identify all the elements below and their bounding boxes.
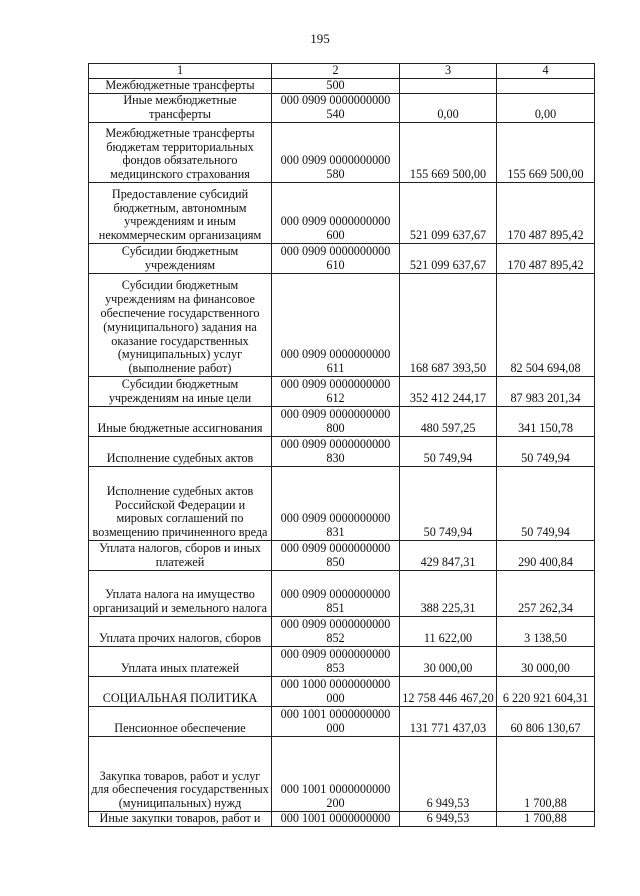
row-value-col4: 3 138,50: [497, 617, 595, 647]
table-row: [89, 94, 595, 123]
row-name: Исполнение судебных актов Российской Федерации и мировых соглашений по возмещению причиненного вреда: [89, 467, 272, 541]
row-value-col3: 168 687 393,50: [400, 274, 497, 377]
column-header-4: 4: [497, 64, 595, 79]
row-value-col4: 6 220 921 604,31: [497, 677, 595, 707]
row-value-col3: 0,00: [400, 94, 497, 123]
row-name: Предоставление субсидий бюджетным, автономным учреждениям и иным некоммерческим организациям: [89, 183, 272, 244]
table-row: [89, 274, 595, 377]
row-code: 000 0909 0000000000 610: [272, 244, 400, 274]
row-code: 500: [272, 79, 400, 94]
row-value-col4: [497, 79, 595, 94]
row-value-col3: 480 597,25: [400, 407, 497, 437]
row-name: Исполнение судебных актов: [89, 437, 272, 467]
row-name: Иные межбюджетные трансферты: [89, 94, 272, 123]
row-value-col4: 1 700,88: [497, 812, 595, 827]
row-value-col4: 290 400,84: [497, 541, 595, 571]
table-row: [89, 467, 595, 541]
table-row: [89, 407, 595, 437]
row-code: 000 0909 0000000000 580: [272, 123, 400, 183]
table-header-row: [89, 64, 595, 79]
row-value-col4: 87 983 201,34: [497, 377, 595, 407]
row-name: Уплата налогов, сборов и иных платежей: [89, 541, 272, 571]
row-value-col3: 6 949,53: [400, 812, 497, 827]
row-name: Закупка товаров, работ и услуг для обеспечения государственных (муниципальных) нужд: [89, 737, 272, 812]
row-name: Субсидии бюджетным учреждениям: [89, 244, 272, 274]
table-row: [89, 79, 595, 94]
row-name: Иные закупки товаров, работ и: [89, 812, 272, 827]
table-row: [89, 377, 595, 407]
page-number: 195: [310, 31, 330, 46]
table-row: [89, 183, 595, 244]
row-code: 000 0909 0000000000 852: [272, 617, 400, 647]
row-value-col3: 50 749,94: [400, 437, 497, 467]
row-value-col3: 131 771 437,03: [400, 707, 497, 737]
row-value-col3: [400, 79, 497, 94]
row-name: Уплата налога на имущество организаций и земельного налога: [89, 571, 272, 617]
row-value-col4: 341 150,78: [497, 407, 595, 437]
row-value-col4: 30 000,00: [497, 647, 595, 677]
row-value-col3: 11 622,00: [400, 617, 497, 647]
row-value-col3: 50 749,94: [400, 467, 497, 541]
row-value-col3: 30 000,00: [400, 647, 497, 677]
row-code: 000 0909 0000000000 851: [272, 571, 400, 617]
column-header-3: 3: [400, 64, 497, 79]
row-value-col3: 521 099 637,67: [400, 183, 497, 244]
budget-table: [88, 63, 595, 827]
row-code: 000 0909 0000000000 850: [272, 541, 400, 571]
row-value-col3: 155 669 500,00: [400, 123, 497, 183]
table-row: [89, 737, 595, 812]
row-value-col4: 257 262,34: [497, 571, 595, 617]
row-name: Межбюджетные трансферты бюджетам территориальных фондов обязательного медицинского страхования: [89, 123, 272, 183]
row-value-col4: 155 669 500,00: [497, 123, 595, 183]
row-name: Пенсионное обеспечение: [89, 707, 272, 737]
row-code: 000 0909 0000000000 853: [272, 647, 400, 677]
row-code: 000 0909 0000000000 540: [272, 94, 400, 123]
row-value-col3: 12 758 446 467,20: [400, 677, 497, 707]
table-row: [89, 707, 595, 737]
row-code: 000 0909 0000000000 600: [272, 183, 400, 244]
table-row: [89, 244, 595, 274]
table-row: [89, 647, 595, 677]
row-code: 000 0909 0000000000 831: [272, 467, 400, 541]
row-value-col3: 352 412 244,17: [400, 377, 497, 407]
column-header-2: 2: [272, 64, 400, 79]
row-code: 000 0909 0000000000 800: [272, 407, 400, 437]
column-header-1: 1: [89, 64, 272, 79]
table-row: [89, 677, 595, 707]
table-row: [89, 617, 595, 647]
table-row: [89, 437, 595, 467]
row-value-col4: 170 487 895,42: [497, 183, 595, 244]
row-code: 000 0909 0000000000 612: [272, 377, 400, 407]
row-code: 000 0909 0000000000 611: [272, 274, 400, 377]
row-value-col3: 388 225,31: [400, 571, 497, 617]
row-name: Субсидии бюджетным учреждениям на иные цели: [89, 377, 272, 407]
table-row: [89, 571, 595, 617]
row-value-col3: 6 949,53: [400, 737, 497, 812]
row-value-col3: 521 099 637,67: [400, 244, 497, 274]
row-name: СОЦИАЛЬНАЯ ПОЛИТИКА: [89, 677, 272, 707]
row-code: 000 1001 0000000000: [272, 812, 400, 827]
row-value-col4: 1 700,88: [497, 737, 595, 812]
table-row: [89, 541, 595, 571]
row-value-col4: 60 806 130,67: [497, 707, 595, 737]
table-row: [89, 812, 595, 827]
row-value-col4: 170 487 895,42: [497, 244, 595, 274]
row-value-col4: 82 504 694,08: [497, 274, 595, 377]
row-name: Уплата иных платежей: [89, 647, 272, 677]
row-value-col3: 429 847,31: [400, 541, 497, 571]
row-code: 000 1001 0000000000 200: [272, 737, 400, 812]
row-value-col4: 50 749,94: [497, 437, 595, 467]
row-value-col4: 0,00: [497, 94, 595, 123]
row-name: Иные бюджетные ассигнования: [89, 407, 272, 437]
row-code: 000 0909 0000000000 830: [272, 437, 400, 467]
row-code: 000 1000 0000000000 000: [272, 677, 400, 707]
row-code: 000 1001 0000000000 000: [272, 707, 400, 737]
row-name: Межбюджетные трансферты: [89, 79, 272, 94]
row-value-col4: 50 749,94: [497, 467, 595, 541]
row-name: Уплата прочих налогов, сборов: [89, 617, 272, 647]
row-name: Субсидии бюджетным учреждениям на финансовое обеспечение государственного (муниципального) задания на оказание государственных (муниципальных) услуг (выполнение работ): [89, 274, 272, 377]
table-row: [89, 123, 595, 183]
